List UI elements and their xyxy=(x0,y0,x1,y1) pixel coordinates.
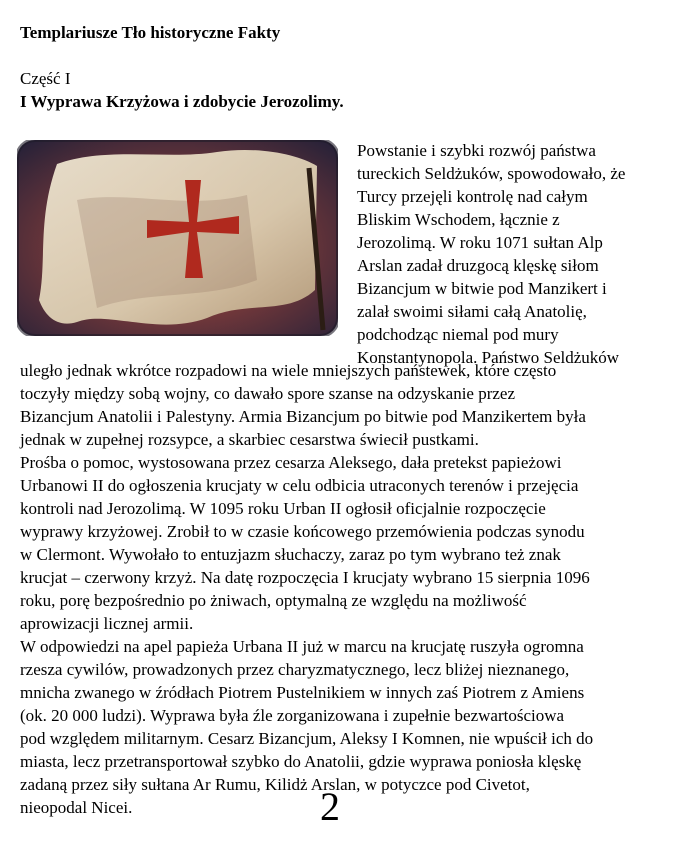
text-line: Prośba o pomoc, wystosowana przez cesarza Aleksego, dała pretekst papieżowi xyxy=(20,453,562,472)
text-line: mnicha zwanego w źródłach Piotrem Pustelnikiem w innych zaś Piotrem z Amiens xyxy=(20,683,585,702)
text-line: pod względem militarnym. Cesarz Bizancjum, Aleksy I Komnen, nie wpuścił ich do xyxy=(20,729,594,748)
text-line: roku, porę bezpośrednio po żniwach, optymalną ze względu na możliwość xyxy=(20,591,527,610)
text-line: jednak w zupełnej rozsypce, a skarbiec cesarstwa świecił pustkami. xyxy=(20,430,479,449)
text-line: Bliskim Wschodem, łącznie z xyxy=(357,210,560,229)
text-line: Bizancjum Anatolii i Palestyny. Armia Bizancjum po bitwie pod Manzikertem była xyxy=(20,407,586,426)
text-line: rzesza cywilów, prowadzonych przez charyzmatycznego, lecz bliżej nieznanego, xyxy=(20,660,570,679)
text-line: nieopodal Nicei. xyxy=(20,798,133,817)
text-line: (ok. 20 000 ludzi). Wyprawa była źle zorganizowana i zupełnie bezwartościowa xyxy=(20,706,565,725)
text-line: Arslan zadał druzgocą klęskę siłom xyxy=(357,256,599,275)
text-line: w Clermont. Wywołało to entuzjazm słuchaczy, zaraz po tym wybrano też znak xyxy=(20,545,561,564)
text-line: aprowizacji licznej armii. xyxy=(20,614,194,633)
text-line: krucjat – czerwony krzyż. Na datę rozpoczęcia I krucjaty wybrano 15 sierpnia 1096 xyxy=(20,568,590,587)
text-line: tureckich Seldżuków, spowodowało, że xyxy=(357,164,626,183)
document-title: Templariusze Tło historyczne Fakty xyxy=(20,23,281,42)
page-number: 2 xyxy=(320,784,340,829)
text-line: Konstantynopola. Państwo Seldżuków xyxy=(357,348,620,367)
wrapped-paragraph xyxy=(357,139,687,369)
text-line: kontroli nad Jerozolimą. W 1095 roku Urban II ogłosił oficjalnie rozpoczęcie xyxy=(20,499,546,518)
text-line: Bizancjum w bitwie pod Manzikert i xyxy=(357,279,607,298)
text-line: podchodząc niemal pod mury xyxy=(357,325,559,344)
text-line: toczyły między sobą wojny, co dawało spore szanse na odzyskanie przez xyxy=(20,384,516,403)
body-paragraphs xyxy=(20,359,688,819)
text-line: Urbanowi II do ogłoszenia krucjaty w celu odbicia utraconych terenów i przejęcia xyxy=(20,476,579,495)
text-line: W odpowiedzi na apel papieża Urbana II już w marcu na krucjatę ruszyła ogromna xyxy=(20,637,584,656)
text-line: Jerozolimą. W roku 1071 sułtan Alp xyxy=(357,233,603,252)
text-line: wyprawy krzyżowej. Zrobił to w czasie końcowego przemówienia podczas synodu xyxy=(20,522,585,541)
text-line: zadaną przez siły sułtana Ar Rumu, Kilidż Arslan, w potyczce pod Civetot, xyxy=(20,775,530,794)
text-line: miasta, lecz przetransportował szybko do Anatolii, gdzie wyprawa poniosła klęskę xyxy=(20,752,582,771)
part-label: Część I xyxy=(20,69,71,88)
templar-cross-flag-icon xyxy=(17,140,338,336)
text-line: zalał swoimi siłami całą Anatolię, xyxy=(357,302,587,321)
text-line: uległo jednak wkrótce rozpadowi na wiele mniejszych państewek, które często xyxy=(20,361,557,380)
text-line: Turcy przejęli kontrolę nad całym xyxy=(357,187,588,206)
section-subtitle: I Wyprawa Krzyżowa i zdobycie Jerozolimy. xyxy=(20,92,344,111)
text-line: Powstanie i szybki rozwój państwa xyxy=(357,141,596,160)
